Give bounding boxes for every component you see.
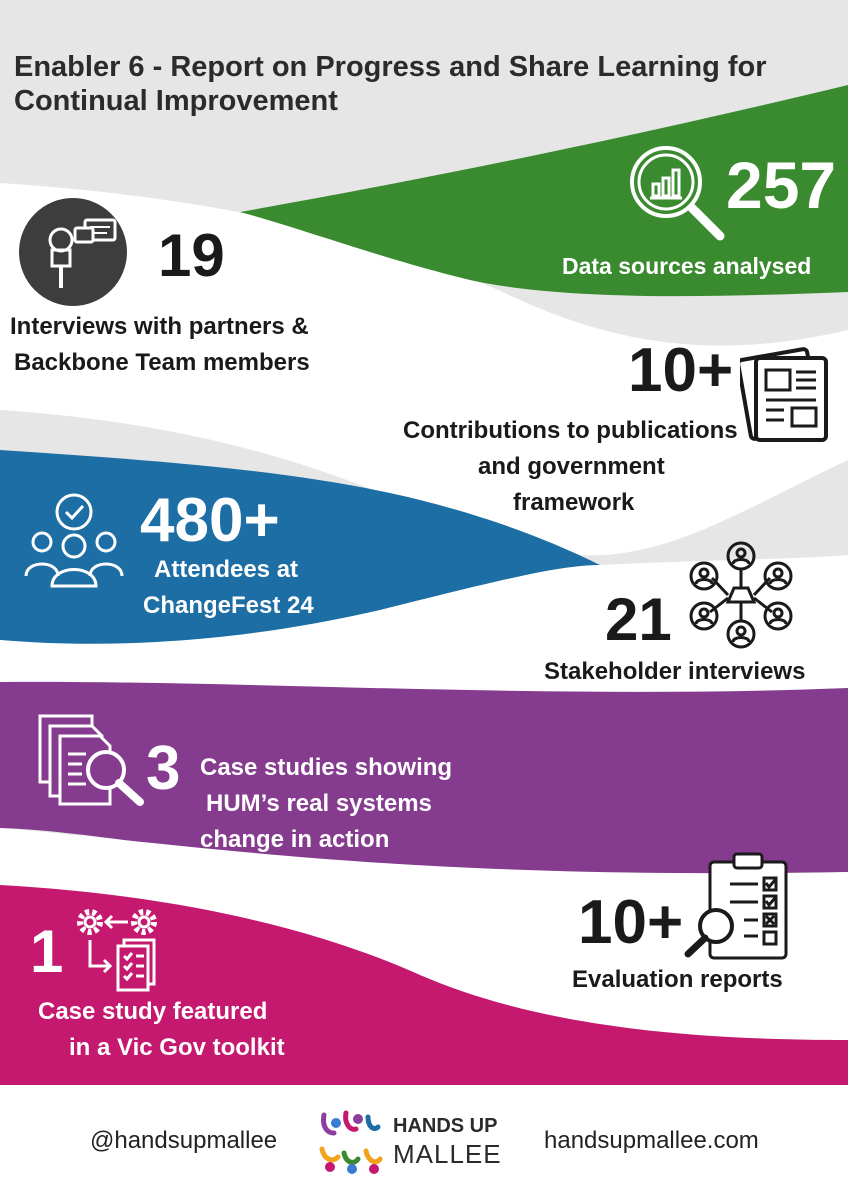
contributions-label-2: and government (478, 453, 665, 480)
magnifier-chart-icon (624, 140, 728, 244)
hands-up-mallee-logo (318, 1109, 384, 1175)
gears-workflow-icon (70, 898, 166, 992)
newspaper-icon (740, 340, 832, 444)
footer (0, 1085, 848, 1200)
toolkit-value: 1 (30, 918, 64, 985)
toolkit-label-2: in a Vic Gov toolkit (69, 1034, 285, 1061)
logo-line-2: MALLEE (393, 1139, 502, 1169)
website-link[interactable]: handsupmallee.com (544, 1127, 759, 1154)
contributions-label-1: Contributions to publications (403, 417, 738, 444)
stakeholder-label: Stakeholder interviews (544, 658, 806, 685)
logo-line-1: HANDS UP (393, 1115, 498, 1137)
interviews-label-2: Backbone Team members (14, 349, 310, 376)
case-studies-value: 3 (146, 734, 181, 803)
attendees-value: 480+ (140, 486, 280, 555)
document-search-icon (36, 712, 148, 806)
attendees-label-2: ChangeFest 24 (143, 592, 314, 619)
data-sources-value: 257 (726, 148, 837, 222)
data-sources-label: Data sources analysed (562, 253, 812, 279)
social-handle[interactable]: @handsupmallee (90, 1127, 278, 1154)
people-check-icon (22, 490, 126, 590)
case-studies-label-1: Case studies showing (200, 754, 453, 781)
interviews-label-1: Interviews with partners & (10, 313, 309, 340)
evaluation-value: 10+ (578, 888, 684, 957)
interviews-value: 19 (158, 222, 225, 289)
contributions-label-3: framework (513, 489, 635, 516)
stakeholder-value: 21 (605, 586, 672, 653)
attendees-label-1: Attendees at (154, 556, 299, 583)
case-studies-label-3: change in action (200, 826, 390, 853)
toolkit-label-1: Case study featured (38, 998, 268, 1025)
contributions-value: 10+ (628, 336, 734, 405)
evaluation-label: Evaluation reports (572, 966, 783, 993)
network-people-icon (688, 540, 794, 650)
clipboard-checklist-icon (680, 852, 796, 962)
case-studies-label-2: HUM’s real systems (206, 790, 432, 817)
microphone-chat-icon (17, 196, 129, 308)
page-title: Enabler 6 - Report on Progress and Share Learning for Continual Improvement (14, 51, 767, 117)
